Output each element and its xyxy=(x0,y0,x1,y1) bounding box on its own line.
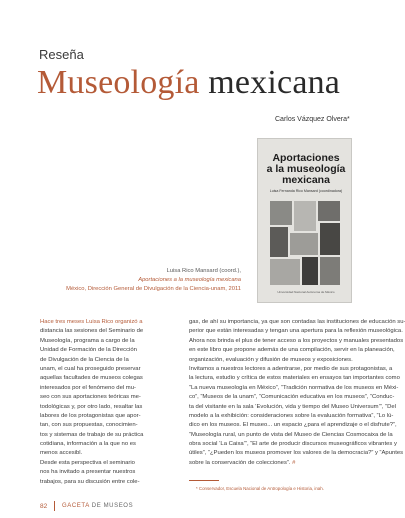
article-title xyxy=(37,63,340,103)
article-title-rest: mexicana xyxy=(199,64,341,101)
book-cover-image xyxy=(257,138,352,303)
body-line: útiles”, “¿Pueden los museos promover los valores de la democracia?” y “Apuntes xyxy=(189,450,404,457)
body-line: distancia las sesiones del Seminario de xyxy=(40,328,144,335)
body-line: nos ha invitado a presentar nuestros xyxy=(40,469,136,476)
body-line: dico en los museos. El museo... un espacio ¿para el aprendizaje o el disfrute?”, xyxy=(189,422,397,429)
footnote-rule xyxy=(189,480,219,481)
footnote: * Conservador, Escuela Nacional de Antropología e Historia, inah. xyxy=(196,486,324,491)
book-cover-title-line: Aportaciones xyxy=(272,152,340,164)
body-line: organización, evaluación y difusión de museos y exposiciones. xyxy=(189,356,353,363)
body-line: “Museología rural, un punto de vista del Museo de Ciencias Cosmocaixa de la xyxy=(189,431,393,438)
body-line: modelo a la exhibición: consideraciones sobre la evaluación formativa”, “Lo lú- xyxy=(189,412,394,419)
body-line: cotidiana, información a la que no es xyxy=(40,441,136,448)
body-line: de Divulgación de la Ciencia de la xyxy=(40,356,129,363)
body-line: Museología, programa a cargo de la xyxy=(40,337,135,344)
body-lead-line: Hace tres meses Luisa Rico organizó a xyxy=(40,319,143,325)
body-column-left xyxy=(40,318,178,487)
body-line: menos accesibl. xyxy=(40,450,83,457)
section-label: Reseña xyxy=(39,47,84,62)
body-line: Ahora nos brinda el plus de tener acceso a los proyectos y manuales presentados xyxy=(189,337,404,344)
caption-publisher-place: México, xyxy=(66,286,88,292)
body-line: trabajos, para su discusión entre cole- xyxy=(40,478,140,485)
body-line: “La nueva museología en México”, “Tradición normativa de los museos en Méxi- xyxy=(189,384,399,391)
caption-publisher xyxy=(66,285,241,294)
end-mark: # xyxy=(292,459,296,466)
body-line: perior que están interesadas y tengan una apertura para la reflexión museológica. xyxy=(189,328,403,335)
book-caption xyxy=(66,267,241,294)
page-number: 82 xyxy=(40,503,48,510)
body-line: co”, “Museos de la unam”, “Comunicación educativa en los museos”, “Conduc- xyxy=(189,394,395,401)
article-title-accent: Museología xyxy=(37,64,200,101)
book-cover-title xyxy=(264,153,348,186)
book-cover-title-line: mexicana xyxy=(282,174,330,186)
body-line: Desde esta perspectiva el seminario xyxy=(40,459,135,466)
body-line: seo con sus aportaciones teóricas me- xyxy=(40,394,141,401)
book-cover-publisher: Universidad Nacional Autónoma de México xyxy=(277,290,335,294)
footer-divider xyxy=(54,501,55,511)
body-line: todológicas y, por otro lado, resaltar las xyxy=(40,403,143,410)
body-line: aquellas facultades de museos colegas xyxy=(40,375,143,382)
body-line: tos y sistemas de trabajo de su práctica xyxy=(40,431,144,438)
body-column-right xyxy=(189,318,405,468)
journal-name-a: GACETA xyxy=(62,503,90,509)
book-cover-collage xyxy=(270,201,340,285)
body-line: labores de los protagonistas que apor- xyxy=(40,412,141,419)
body-line: Invitamos a nuestros lectores a adentrarse, por medio de sus protagonistas, a xyxy=(189,365,393,372)
body-line: la lectura, estudio y crítica de estos materiales en ensayos tan importantes como xyxy=(189,375,400,382)
caption-publisher-name: Dirección General de Divulgación de la Ciencia xyxy=(87,286,209,292)
caption-book-title: Aportaciones a la museología mexicana xyxy=(138,277,241,283)
body-line: unam, el cual ha proseguido preservar xyxy=(40,365,141,372)
body-line: interesados por el fenómeno del mu- xyxy=(40,384,136,391)
book-cover-title-line: a la museología xyxy=(266,163,346,175)
body-line: en este libro que propone además de una compilación, servir en la planeación, xyxy=(189,347,395,354)
journal-name-b: DE MUSEOS xyxy=(89,503,134,509)
caption-publisher-year: -unam, 2011 xyxy=(208,286,241,292)
book-cover-subtitle: Luisa Fernanda Rico Mansard (coordinadora) xyxy=(269,189,343,193)
body-line: tan, con sus propuestas, conocimien- xyxy=(40,422,138,429)
body-line xyxy=(189,459,361,468)
body-line: obra social ‘La Caixa’”, “El arte de producir discursos museográficos vibrantes y xyxy=(189,441,397,448)
body-line: Unidad de Formación de la Dirección xyxy=(40,347,137,354)
journal-name xyxy=(62,503,133,509)
body-line: ta del visitante en la sala ‘Evolución, vida y tiempo del Museo Universum’”, “Del xyxy=(189,403,396,410)
body-line: gas, de ahí su importancia, ya que son contadas las instituciones de educación su- xyxy=(189,319,405,325)
caption-editor: Luisa Rico Mansard (coord.), xyxy=(166,268,241,274)
body-line-text: sobre la conservación de colecciones”. xyxy=(189,459,291,466)
author-name: Carlos Vázquez Olvera* xyxy=(275,116,350,123)
